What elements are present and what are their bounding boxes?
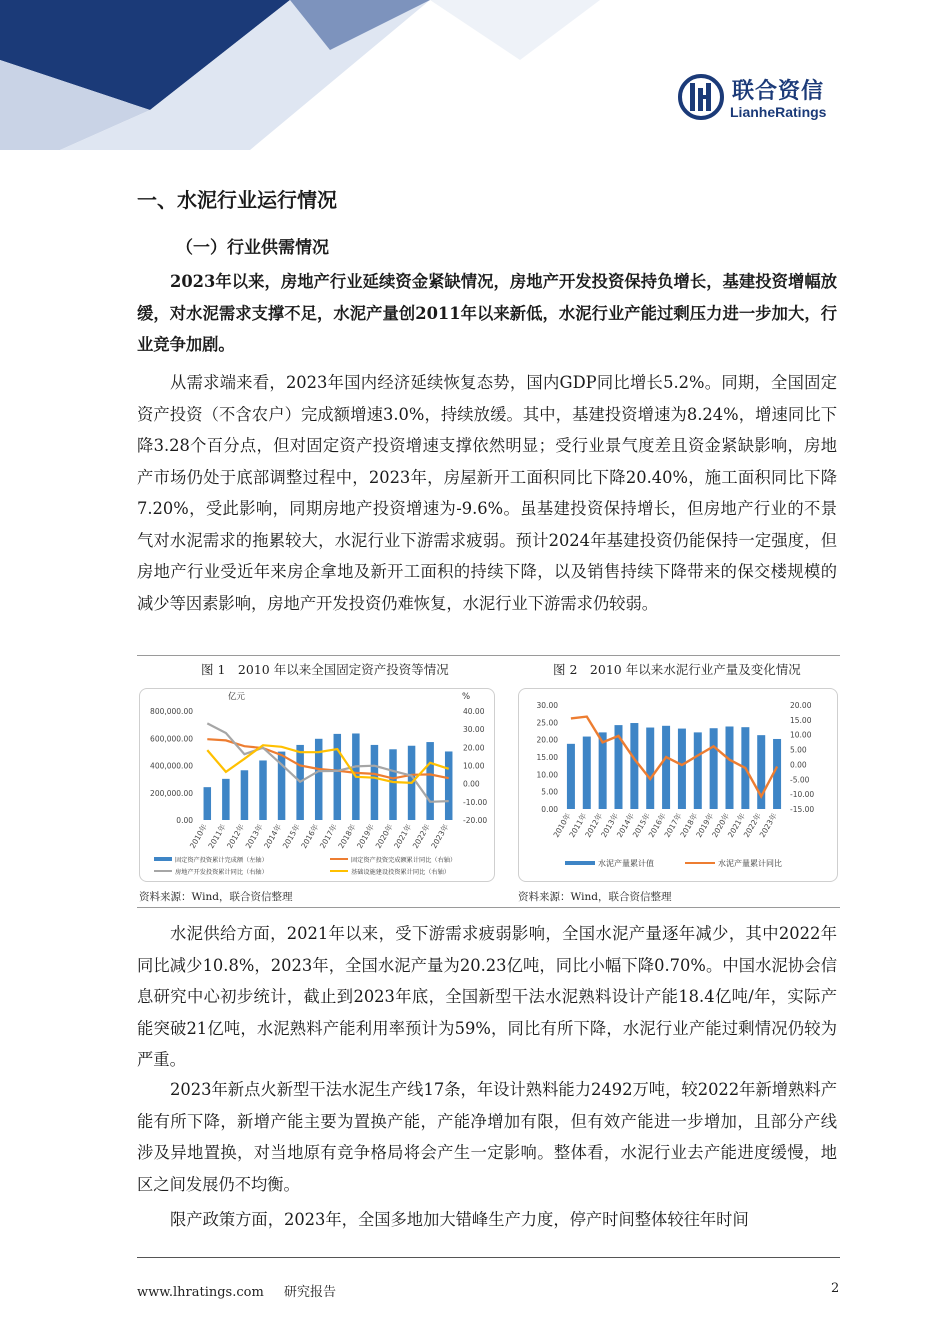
fai-chart	[140, 689, 494, 881]
footer	[137, 1281, 352, 1300]
y-left-tick-label: 400,000.00	[150, 761, 193, 771]
demand-paragraph: 从需求端来看，2023年国内经济延续恢复态势，国内GDP同比增长5.2%。同期，全国固定资产投资（不含农户）完成额增速3.0%，持续放缓。其中，基建投资增速为8.24%，增速同比下降3.28个百分点，但对固定资产投资增速支撑依然明显；受行业景气度差且资金紧缺影响，房地产市场仍处于底部调整过程中，2023年，房屋新开工面积同比下降20.40%，施工面积同比下降7.20%，受此影响，同期房地产投资增速为-9.6%。虽基建投资保持增长，但房地产行业的不景气对水泥需求的拖累较大，水泥行业下游需求疲弱。预计2024年基建投资仍能保持一定强度，但房地产行业受近年来房企拿地及新开工面积的持续下降，以及销售持续下降带来的保交楼规模的减少等因素影响，房地产开发投资仍难恢复，水泥行业下游需求仍较弱。	[137, 373, 837, 613]
bar	[445, 751, 453, 820]
legend-swatch	[154, 857, 172, 861]
legend-label: 水泥产量累计值	[598, 859, 654, 868]
x-tick-label: 2023年	[429, 822, 451, 851]
bar	[678, 729, 686, 809]
y-left-tick-label: 10.00	[536, 770, 558, 780]
y-right-tick-label: -20.00	[463, 816, 488, 825]
y-left-tick-label: 600,000.00	[150, 734, 193, 744]
lianhe-logo-icon	[678, 74, 724, 120]
brand-name-cn: 联合资信	[732, 79, 825, 104]
figure-1-source: 资料来源：Wind，联合资信整理	[139, 891, 293, 903]
y-right-tick-label: 30.00	[463, 725, 485, 735]
bar	[646, 728, 654, 809]
y-right-tick-label: 40.00	[463, 707, 485, 716]
y-right-tick-label: 10.00	[463, 761, 485, 771]
y-left-tick-label: 200,000.00	[150, 788, 193, 798]
legend-label: 固定资产投资累计完成额（左轴）	[175, 857, 268, 864]
bar	[241, 770, 249, 820]
footer-doc-type: 研究报告	[283, 1285, 336, 1300]
footer-rule	[137, 1257, 840, 1258]
x-tick-label: 2021年	[725, 811, 748, 840]
figure-bottom-rule	[137, 907, 840, 908]
brand-name-en: LianheRatings	[730, 104, 827, 120]
x-tick-label: 2018年	[678, 811, 700, 840]
legend-label: 固定资产投资完成额累计同比（右轴）	[351, 857, 457, 864]
bar	[694, 732, 702, 809]
y-right-tick-label: -15.00	[790, 805, 815, 814]
x-tick-label: 2013年	[243, 822, 265, 851]
figure-1	[137, 656, 501, 908]
x-tick-label: 2014年	[262, 822, 284, 851]
figure-1-panel	[139, 688, 495, 882]
x-tick-label: 2019年	[694, 811, 716, 840]
left-axis-unit: 亿元	[228, 692, 246, 702]
bar	[567, 744, 575, 809]
bar	[389, 749, 397, 820]
x-tick-label: 2019年	[355, 822, 377, 851]
x-tick-label: 2021年	[392, 822, 414, 851]
figure-2-title: 图 2 2010 年以来水泥行业产量及变化情况	[553, 662, 801, 677]
bar	[259, 760, 267, 820]
new-capacity-paragraph: 2023年新点火新型干法水泥生产线17条，年设计熟料能力2492万吨，较2022年新增熟料产能有所下降，新增产能主要为置换产能，产能净增加有限，但有效产能进一步增加，且部分产线涉及异地置换，对当地原有竞争格局将会产生一定影响。整体看，水泥行业去产能进度缓慢，地区之间发展仍不均衡。	[137, 1080, 837, 1194]
x-tick-label: 2012年	[583, 811, 605, 840]
x-tick-label: 2016年	[646, 811, 668, 840]
bar	[710, 728, 718, 809]
y-left-tick-label: 0.00	[541, 805, 558, 814]
figure-1-title: 图 1 2010 年以来全国固定资产投资等情况	[201, 662, 449, 677]
figure-2-panel	[518, 688, 838, 882]
page-number: 2	[831, 1281, 840, 1296]
bar	[334, 734, 342, 820]
policy-paragraph: 限产政策方面，2023年，全国多地加大错峰生产力度，停产时间整体较往年时间	[170, 1210, 749, 1229]
bar	[222, 779, 230, 820]
y-right-tick-label: 0.00	[463, 779, 480, 789]
header-decoration	[0, 0, 600, 150]
y-left-tick-label: 15.00	[536, 753, 558, 762]
bar	[204, 787, 212, 820]
x-tick-label: 2020年	[710, 811, 732, 840]
brand-logo	[678, 72, 848, 126]
legend-label: 房地产开发投资累计同比（右轴）	[175, 869, 268, 876]
x-tick-label: 2013年	[599, 811, 621, 840]
footer-website[interactable]: www.lhratings.com	[137, 1285, 264, 1300]
figure-2	[516, 656, 840, 908]
x-tick-label: 2023年	[757, 811, 779, 840]
bar	[583, 737, 591, 809]
x-tick-label: 2018年	[336, 822, 358, 851]
figure-2-source: 资料来源：Wind，联合资信整理	[518, 891, 672, 903]
subsection-heading: （一）行业供需情况	[176, 238, 329, 258]
y-left-tick-label: 5.00	[541, 787, 558, 797]
y-right-tick-label: 15.00	[790, 715, 812, 725]
y-right-tick-label: 10.00	[790, 730, 812, 740]
y-right-tick-label: 0.00	[790, 760, 807, 770]
y-right-tick-label: 20.00	[790, 701, 812, 710]
summary-paragraph: 2023年以来，房地产行业延续资金紧缺情况，房地产开发投资保持负增长，基建投资增幅放缓，对水泥需求支撑不足，水泥产量创2011年以来新低，水泥行业产能过剩压力进一步加大，行业竞争加剧。	[137, 272, 837, 354]
y-right-tick-label: 5.00	[790, 745, 807, 755]
y-left-tick-label: 20.00	[536, 735, 558, 745]
right-axis-unit: %	[462, 692, 471, 702]
x-tick-label: 2017年	[317, 822, 340, 851]
cement-output-chart	[519, 689, 837, 881]
x-tick-label: 2016年	[299, 822, 321, 851]
y-left-tick-label: 800,000.00	[150, 707, 193, 716]
x-tick-label: 2011年	[567, 811, 589, 840]
bar	[726, 726, 734, 809]
legend-label: 基础设施建设投资累计同比（右轴）	[351, 869, 450, 876]
y-right-tick-label: -10.00	[790, 790, 815, 800]
y-right-tick-label: -5.00	[790, 775, 810, 785]
legend-swatch	[565, 861, 595, 865]
x-tick-label: 2015年	[630, 811, 652, 840]
bar	[371, 745, 379, 820]
bar	[426, 742, 434, 820]
supply-paragraph: 水泥供给方面，2021年以来，受下游需求疲弱影响，全国水泥产量逐年减少，其中2022年同比减少10.8%，2023年，全国水泥产量为20.23亿吨，同比小幅下降0.70%。中国水泥协会信息研究中心初步统计，截止到2023年底，全国新型干法水泥熟料设计产能18.4亿吨/年，实际产能突破21亿吨，水泥熟料产能利用率预计为59%，同比有所下降，水泥行业产能过剩情况仍较为严重。	[137, 924, 837, 1069]
y-right-tick-label: -10.00	[463, 797, 488, 807]
x-tick-label: 2011年	[206, 822, 228, 851]
x-tick-label: 2022年	[741, 811, 763, 840]
x-tick-label: 2010年	[187, 822, 210, 851]
y-left-tick-label: 25.00	[536, 718, 558, 728]
bar	[599, 732, 607, 809]
x-tick-label: 2022年	[410, 822, 432, 851]
bar	[662, 726, 670, 809]
y-left-tick-label: 30.00	[536, 701, 558, 710]
y-right-tick-label: 20.00	[463, 743, 485, 753]
x-tick-label: 2017年	[662, 811, 684, 840]
x-tick-label: 2010年	[551, 811, 573, 840]
x-tick-label: 2015年	[280, 822, 302, 851]
y-left-tick-label: 0.00	[176, 816, 193, 825]
section-heading: 一、水泥行业运行情况	[137, 188, 337, 212]
legend-label: 水泥产量累计同比	[718, 859, 782, 868]
x-tick-label: 2020年	[373, 822, 395, 851]
x-tick-label: 2014年	[614, 811, 637, 840]
bar	[630, 723, 638, 809]
x-tick-label: 2012年	[225, 822, 247, 851]
